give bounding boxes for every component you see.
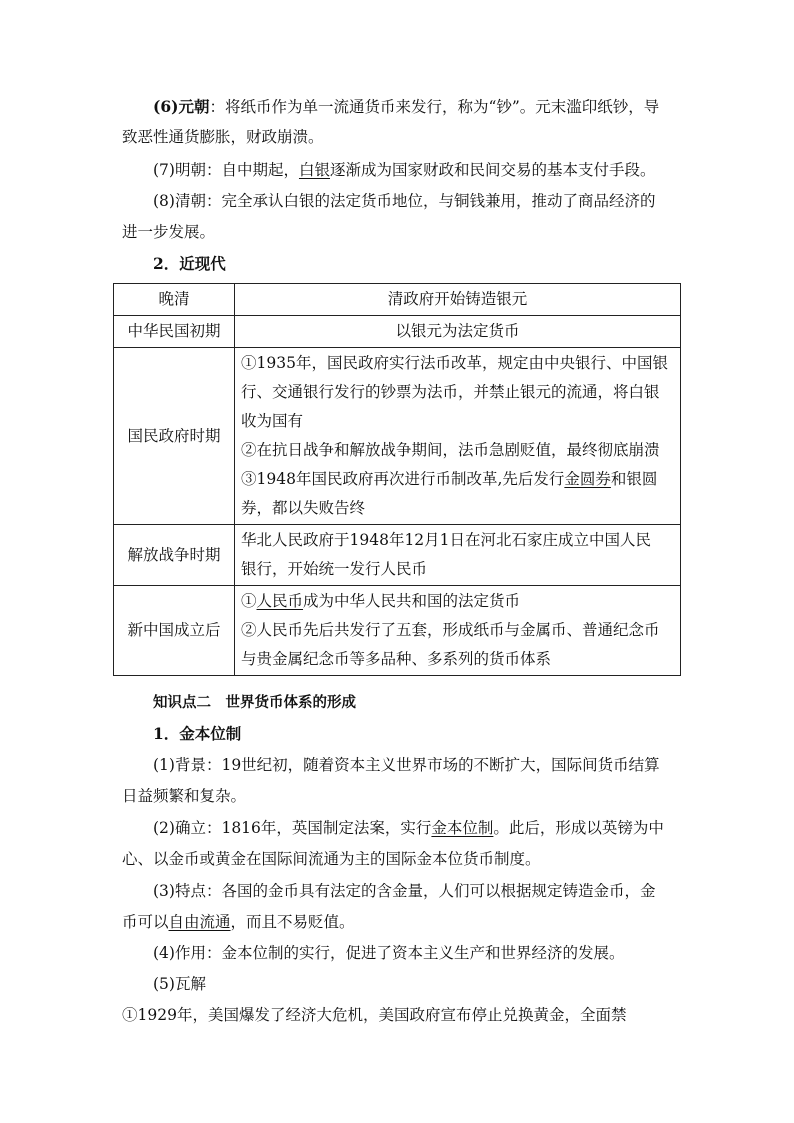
cell-text: 成为中华人民共和国的法定货币 bbox=[303, 592, 521, 610]
paragraph-background-cont bbox=[122, 781, 678, 811]
cell-line: ②在抗日战争和解放战争期间，法币急剧贬值，最终彻底崩溃 bbox=[241, 441, 660, 459]
ming-text-b: 逐渐成为国家财政和民间交易的基本支付手段。 bbox=[329, 161, 656, 179]
cell-line: 华北人民政府于1948年12月1日在河北石家庄成立中国人民 bbox=[241, 531, 652, 549]
cell-line: 券，都以失败告终 bbox=[241, 499, 366, 517]
cell-text: ① bbox=[241, 592, 257, 610]
yuan-text-b: 致恶性通货膨胀，财政崩溃。 bbox=[122, 128, 324, 146]
content-cell bbox=[235, 348, 681, 525]
cell-line: 行、交通银行发行的钞票为法币，并禁止银元的流通，将白银 bbox=[241, 383, 660, 401]
cell-line: 银行，开始统一发行人民币 bbox=[241, 560, 428, 578]
yuan-text-a: ：将纸币作为单一流通货币来发行，称为“钞”。元末滥印纸钞，导 bbox=[209, 98, 660, 116]
cell-underlined: 人民币 bbox=[256, 592, 304, 610]
cell-text: ③1948年国民政府再次进行币制改革,先后发行 bbox=[241, 470, 565, 488]
period-cell: 晚清 bbox=[114, 284, 235, 316]
content-cell bbox=[235, 525, 681, 586]
modern-heading: 2．近现代 bbox=[153, 254, 226, 273]
establishment-text-a: (2)确立：1816年，英国制定法案，实行 bbox=[153, 819, 432, 837]
paragraph-establishment bbox=[122, 813, 678, 843]
cell-line: 收为国有 bbox=[241, 412, 304, 430]
period-cell: 中华民国初期 bbox=[114, 316, 235, 348]
table-row bbox=[114, 348, 681, 525]
paragraph-features bbox=[122, 876, 678, 906]
content-cell: 清政府开始铸造银元 bbox=[235, 284, 681, 316]
paragraph-qing-cont bbox=[122, 217, 678, 247]
establishment-text-b: 。此后，形成以英镑为中 bbox=[493, 819, 664, 837]
period-cell: 新中国成立后 bbox=[114, 586, 235, 676]
ming-underlined: 白银 bbox=[298, 161, 330, 179]
table-row bbox=[114, 284, 681, 316]
cell-line bbox=[241, 587, 674, 616]
table-row bbox=[114, 586, 681, 676]
establishment-text-c: 心、以金币或黄金在国际间流通为主的国际金本位货币制度。 bbox=[122, 850, 541, 868]
cell-text: 和银圆 bbox=[610, 470, 658, 488]
background-text-a: (1)背景：19世纪初，随着资本主义世界市场的不断扩大，国际间货币结算 bbox=[153, 756, 660, 774]
table-row bbox=[114, 316, 681, 348]
ming-text-a: (7)明朝：自中期起， bbox=[153, 161, 299, 179]
paragraph-collapse-item1: ①1929年，美国爆发了经济大危机，美国政府宣布停止兑换黄金，全面禁 bbox=[122, 1006, 627, 1024]
cell-line: ②人民币先后共发行了五套，形成纸币与金属币、普通纪念币 bbox=[241, 621, 660, 639]
table-row bbox=[114, 525, 681, 586]
paragraph-qing bbox=[122, 186, 678, 216]
yuan-label: (6)元朝 bbox=[153, 97, 210, 116]
period-cell: 国民政府时期 bbox=[114, 348, 235, 525]
gold-standard-heading: 1．金本位制 bbox=[153, 724, 242, 743]
kp2-heading: 知识点二 世界货币体系的形成 bbox=[153, 694, 356, 711]
paragraph-features-cont bbox=[122, 907, 678, 937]
paragraph-establishment-cont bbox=[122, 844, 678, 874]
period-cell: 解放战争时期 bbox=[114, 525, 235, 586]
features-text-b: 币可以 bbox=[122, 913, 169, 931]
paragraph-yuan bbox=[122, 92, 678, 122]
paragraph-role: (4)作用：金本位制的实行，促进了资本主义生产和世界经济的发展。 bbox=[153, 944, 625, 962]
cell-line: 与贵金属纪念币等多品种、多系列的货币体系 bbox=[241, 650, 552, 668]
qing-text-b: 进一步发展。 bbox=[122, 223, 216, 241]
cell-underlined: 金圆券 bbox=[564, 470, 611, 488]
paragraph-background bbox=[122, 750, 678, 780]
features-underlined: 自由流通 bbox=[168, 913, 231, 931]
cell-line: ①1935年，国民政府实行法币改革，规定由中央银行、中国银 bbox=[241, 354, 668, 372]
content-cell: 以银元为法定货币 bbox=[235, 316, 681, 348]
paragraph-collapse: (5)瓦解 bbox=[153, 975, 206, 993]
content-cell bbox=[235, 586, 681, 676]
features-text-c: ，而且不易贬值。 bbox=[230, 913, 355, 931]
modern-currency-table bbox=[113, 283, 681, 676]
background-text-b: 日益频繁和复杂。 bbox=[122, 787, 247, 805]
cell-line bbox=[241, 465, 674, 494]
qing-text-a: (8)清朝：完全承认白银的法定货币地位，与铜钱兼用，推动了商品经济的 bbox=[153, 192, 656, 210]
establishment-underlined: 金本位制 bbox=[431, 819, 494, 837]
paragraph-ming bbox=[122, 155, 678, 185]
paragraph-yuan-cont bbox=[122, 122, 678, 152]
features-text-a: (3)特点：各国的金币具有法定的含金量，人们可以根据规定铸造金币，金 bbox=[153, 882, 656, 900]
